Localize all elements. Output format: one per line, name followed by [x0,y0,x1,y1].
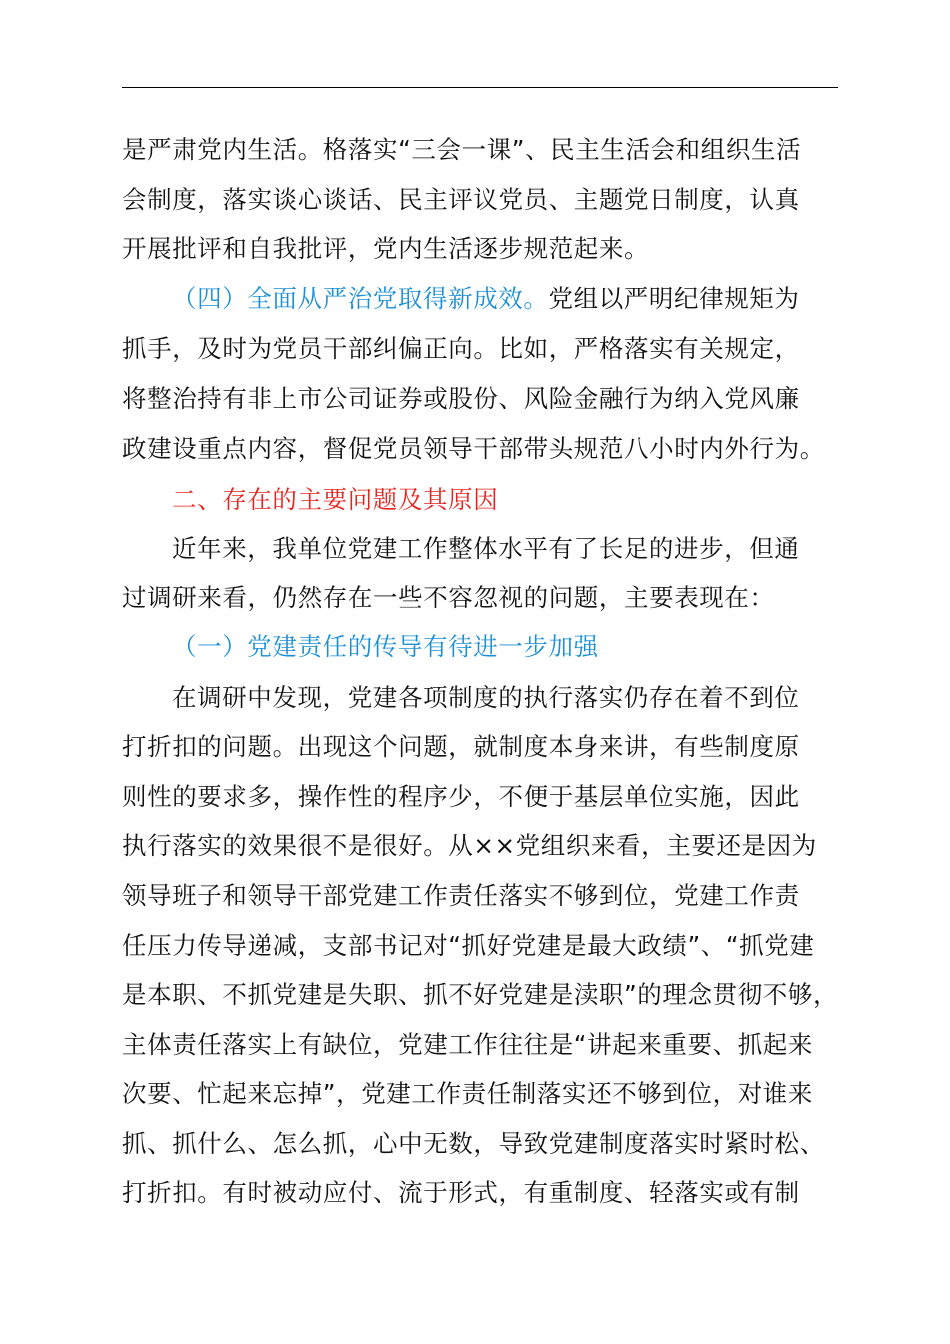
paragraph-line: 开展批评和自我批评，党内生活逐步规范起来。 [122,234,650,263]
paragraph-line: 执行落实的效果很不是很好。从××党组织来看，主要还是因为 [122,831,817,860]
header-rule [122,87,838,88]
paragraph-line: 过调研来看，仍然存在一些不容忽视的问题，主要表现在： [122,583,775,612]
paragraph-line: 抓手，及时为党员干部纠偏正向。比如，严格落实有关规定， [122,334,800,363]
paragraph-line: 是本职、不抓党建是失职、抓不好党建是渎职”的理念贯彻不够， [122,980,839,1009]
paragraph-line: 政建设重点内容，督促党员领导干部带头规范八小时内外行为。 [122,434,825,463]
paragraph-line: 是严肃党内生活。格落实“三会一课”、民主生活会和组织生活 [122,135,802,164]
paragraph-line: 会制度，落实谈心谈话、民主评议党员、主题党日制度，认真 [122,185,800,214]
paragraph-line: 领导班子和领导干部党建工作责任落实不够到位，党建工作责 [122,881,800,910]
paragraph-line: 次要、忙起来忘掉”，党建工作责任制落实还不够到位，对谁来 [122,1079,813,1108]
paragraph-line: 在调研中发现，党建各项制度的执行落实仍存在着不到位 [172,683,800,712]
section-title: 二、存在的主要问题及其原因 [172,485,499,514]
section-heading-four: （四）全面从严治党取得新成效。 [172,284,549,313]
paragraph-line: 将整治持有非上市公司证券或股份、风险金融行为纳入党风廉 [122,384,800,413]
paragraph-line: 则性的要求多，操作性的程序少，不便于基层单位实施，因此 [122,782,800,811]
paragraph-line: 抓、抓什么、怎么抓，心中无数，导致党建制度落实时紧时松、 [122,1129,825,1158]
paragraph-line: 任压力传导递减，支部书记对“抓好党建是最大政绩”、“抓党建 [122,931,815,960]
paragraph-line: 打折扣。有时被动应付、流于形式，有重制度、轻落实或有制 [122,1178,800,1207]
paragraph-line: 主体责任落实上有缺位，党建工作往往是“讲起来重要、抓起来 [122,1030,813,1059]
paragraph-line: 近年来，我单位党建工作整体水平有了长足的进步，但通 [172,534,800,563]
paragraph-line: 打折扣的问题。出现这个问题，就制度本身来讲，有些制度原 [122,732,800,761]
paragraph-text: 党组以严明纪律规矩为 [548,284,800,313]
paragraph-line [172,279,912,319]
subsection-title: （一）党建责任的传导有待进一步加强 [172,632,599,661]
